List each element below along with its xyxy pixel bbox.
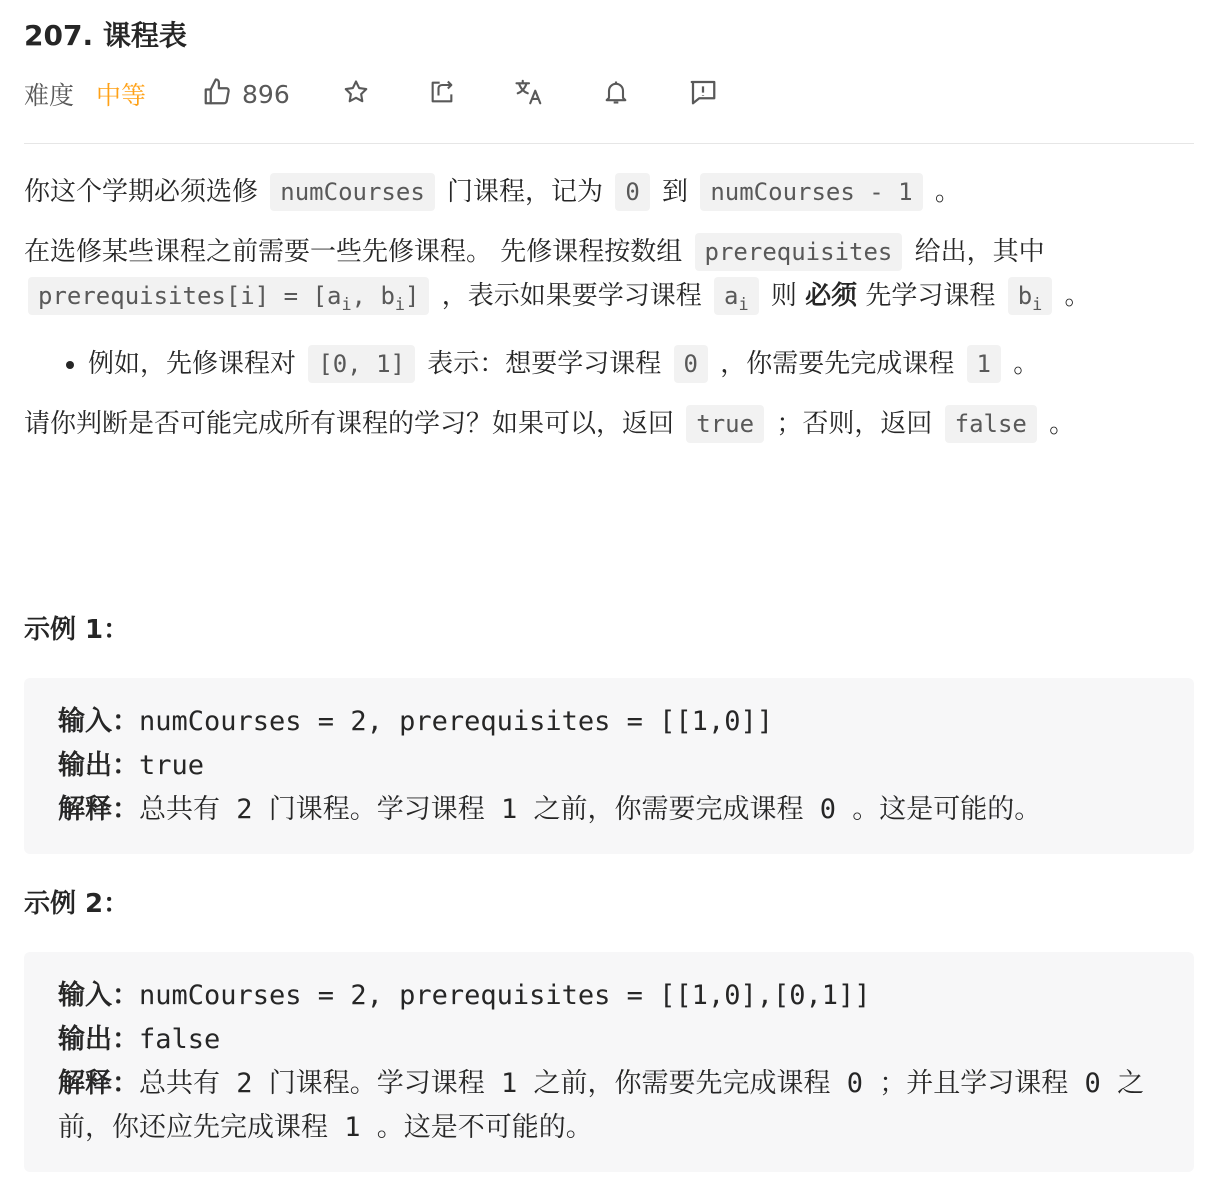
code-part: , b: [351, 282, 395, 310]
text: 你这个学期必须选修: [24, 177, 259, 207]
inline-code: [1008, 277, 1053, 315]
text: ；否则，返回: [776, 408, 933, 439]
share-button[interactable]: [428, 78, 456, 110]
example-input-line: [58, 974, 1160, 1018]
text: 先学习课程: [865, 281, 996, 311]
subscript: i: [1032, 293, 1043, 314]
text: 到: [662, 177, 689, 207]
text: 给出，其中: [914, 237, 1045, 267]
like-count: 896: [242, 79, 290, 109]
explain-value: 总共有 2 门课程。学习课程 1 之前，你需要完成课程 0 。这是可能的。: [139, 794, 1042, 825]
input-label: 输入：: [58, 706, 139, 737]
text: 表示：想要学习课程: [427, 348, 662, 379]
feedback-icon: [688, 77, 718, 111]
inline-code: numCourses: [270, 173, 435, 211]
page-title: 207. 课程表: [24, 19, 187, 52]
text: 请你判断是否可能完成所有课程的学习？如果可以，返回: [24, 408, 675, 439]
example-explain-line: [58, 1062, 1160, 1150]
text: 。: [1013, 348, 1040, 379]
share-icon: [428, 78, 456, 110]
difficulty-badge: 中等: [96, 81, 147, 110]
code-part: prerequisites[i] = [a: [38, 282, 342, 310]
explain-label: 解释：: [58, 794, 139, 825]
example-2-block: [24, 952, 1194, 1172]
favorite-button[interactable]: [342, 78, 370, 110]
example-output-line: [58, 744, 1160, 788]
subscript: i: [738, 293, 749, 314]
translate-button[interactable]: [514, 77, 544, 111]
code-part: ]: [405, 282, 420, 310]
inline-code: false: [945, 405, 1037, 443]
inline-code: [0, 1]: [308, 345, 415, 383]
list-item: [88, 342, 1196, 386]
text: 则: [770, 281, 797, 311]
explain-label: 解释：: [58, 1068, 139, 1099]
output-label: 输出：: [58, 1024, 139, 1055]
explain-value: 总共有 2 门课程。学习课程 1 之前，你需要先完成课程 0 ；并且学习课程 0 之前，你还应先完成课程 1 。这是不可能的。: [58, 1068, 1145, 1143]
text: 门课程，记为: [447, 177, 604, 207]
bell-icon: [602, 78, 630, 110]
text: ，你需要先完成课程: [720, 348, 955, 379]
inline-code: 0: [615, 173, 649, 211]
example-1-heading: 示例 1：: [24, 615, 130, 645]
text: 例如，先修课程对: [88, 348, 297, 379]
inline-code: prerequisites: [695, 233, 903, 271]
paragraph-2: [24, 230, 1196, 326]
input-value: numCourses = 2, prerequisites = [[1,0]]: [139, 706, 773, 737]
text: ，表示如果要学习课程: [441, 281, 702, 311]
output-value: false: [139, 1024, 221, 1055]
text: 在选修某些课程之前需要一些先修课程。 先修课程按数组: [24, 237, 683, 267]
subscript: i: [341, 293, 352, 314]
input-value: numCourses = 2, prerequisites = [[1,0],[0,1]]: [139, 980, 871, 1011]
inline-code: 0: [674, 345, 708, 383]
header-divider: [24, 143, 1194, 144]
subscript: i: [394, 293, 406, 314]
problem-meta-bar: [24, 72, 718, 116]
bold-text: 必须: [805, 281, 858, 311]
paragraph-1: [24, 170, 1196, 214]
thumbs-up-icon: [202, 77, 232, 111]
like-button[interactable]: [202, 77, 290, 111]
inline-code: 1: [967, 345, 1001, 383]
inline-code: [714, 277, 759, 315]
example-1-block: [24, 678, 1194, 854]
star-icon: [342, 78, 370, 110]
text: 。: [934, 177, 961, 207]
code-part: a: [724, 282, 739, 310]
paragraph-3: [24, 402, 1196, 446]
inline-code: true: [686, 405, 764, 443]
code-part: b: [1017, 282, 1033, 310]
example-list: [24, 342, 1196, 386]
output-value: true: [139, 750, 205, 781]
difficulty-label: 难度: [24, 81, 75, 110]
example-explain-line: [58, 788, 1160, 832]
translate-icon: [514, 77, 544, 111]
input-label: 输入：: [58, 980, 139, 1011]
example-output-line: [58, 1018, 1160, 1062]
example-input-line: [58, 700, 1160, 744]
example-2-heading: 示例 2：: [24, 889, 130, 919]
output-label: 输出：: [58, 750, 139, 781]
problem-description: [24, 170, 1196, 462]
inline-code: [28, 277, 429, 315]
notify-button[interactable]: [602, 78, 630, 110]
text: 。: [1064, 281, 1091, 311]
feedback-button[interactable]: [688, 77, 718, 111]
text: 。: [1049, 408, 1076, 439]
inline-code: numCourses - 1: [700, 173, 922, 211]
